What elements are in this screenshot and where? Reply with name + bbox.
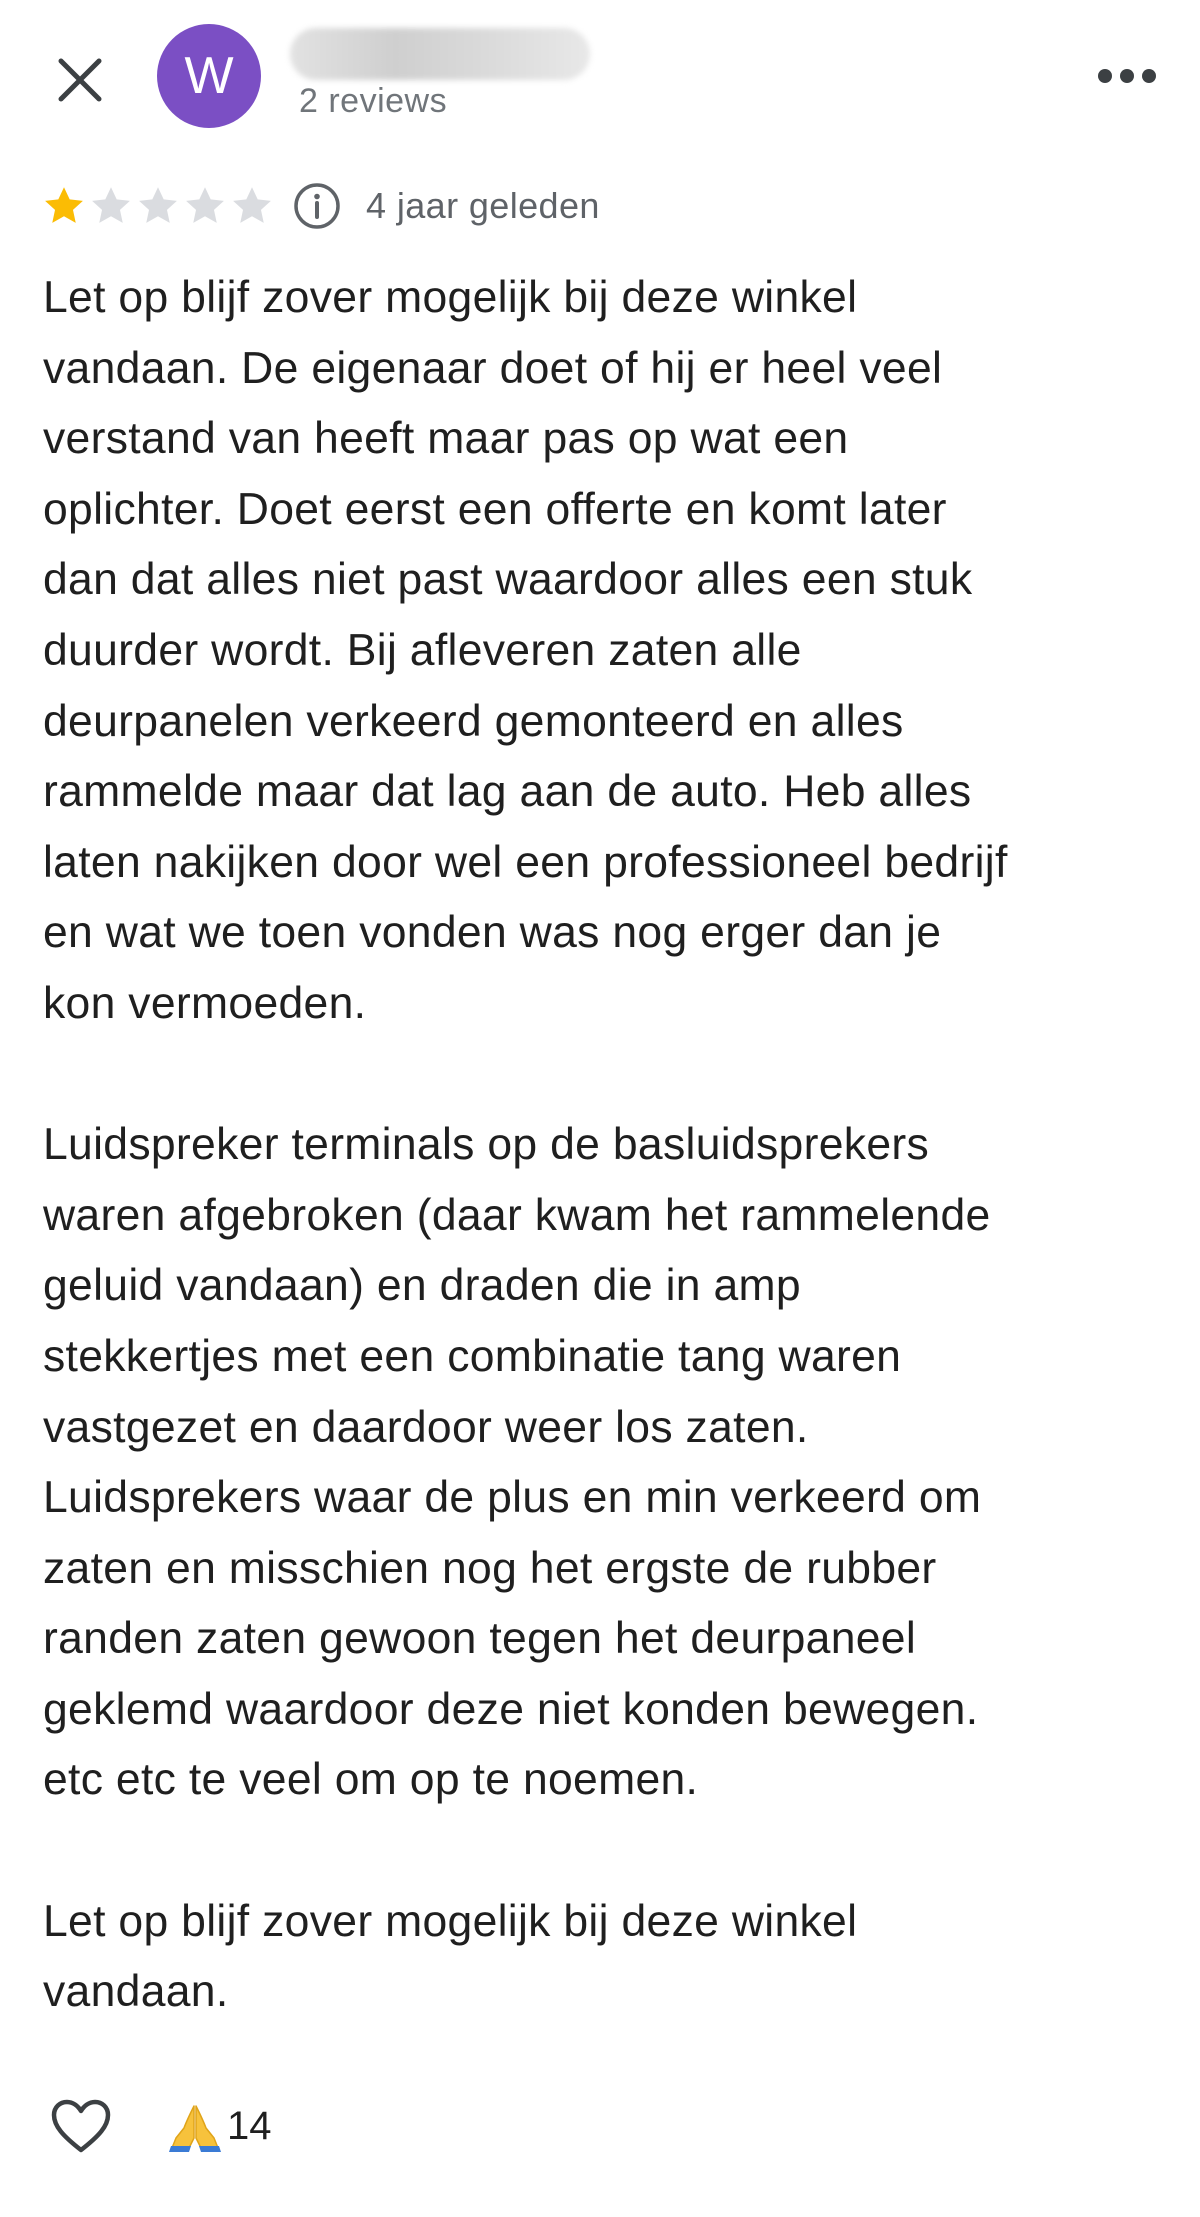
review-paragraph: Let op blijf zover mogelijk bij deze winkel vandaan. [43, 1896, 858, 2017]
star-empty-icon [230, 184, 274, 228]
reaction-count: 14 [227, 2103, 272, 2148]
author-review-count: 2 reviews [299, 82, 448, 120]
avatar-letter: W [184, 47, 234, 105]
folded-hands-icon [167, 2098, 223, 2154]
review-date: 4 jaar geleden [366, 185, 600, 226]
rating-row [42, 180, 600, 232]
like-button[interactable] [42, 2090, 120, 2162]
star-rating [42, 184, 274, 228]
review-paragraph: Luidspreker terminals op de basluidsprekers waren afgebroken (daar kwam het rammelende geluid vandaan) en draden die in amp stekkertjes met een combinatie tang waren vastgezet en daardoor weer los zaten. Luidsprekers waar de plus en min verkeerd om zaten en misschien nog het ergste de rubber randen zaten gewoon tegen het deurpaneel geklemd waardoor deze niet konden bewegen. etc etc te veel om op te noemen. [43, 1120, 991, 1805]
review-text [43, 263, 1178, 2028]
star-filled-icon [42, 184, 86, 228]
review-paragraph: Let op blijf zover mogelijk bij deze winkel vandaan. De eigenaar doet of hij er heel veel verstand van heeft maar pas op wat een oplichter. Doet eerst een offerte en komt later dan dat alles niet past waardoor alles een stuk duurder wordt. Bij afleveren zaten alle deurpanelen verkeerd gemonteerd en alles rammelde maar dat lag aan de auto. Heb alles laten nakijken door wel een professioneel bedrijf en wat we toen vonden was nog erger dan je kon vermoeden. [43, 273, 1008, 1028]
heart-outline-icon [49, 2097, 113, 2155]
close-button[interactable] [44, 44, 116, 116]
close-icon [55, 55, 105, 105]
more-options-icon [1097, 68, 1157, 84]
avatar[interactable] [157, 24, 261, 128]
author-name[interactable] [290, 28, 590, 80]
star-empty-icon [89, 184, 133, 228]
reaction-chip[interactable] [167, 2098, 272, 2154]
info-icon[interactable] [292, 181, 342, 231]
more-options-button[interactable] [1090, 48, 1164, 104]
star-empty-icon [183, 184, 227, 228]
star-empty-icon [136, 184, 180, 228]
